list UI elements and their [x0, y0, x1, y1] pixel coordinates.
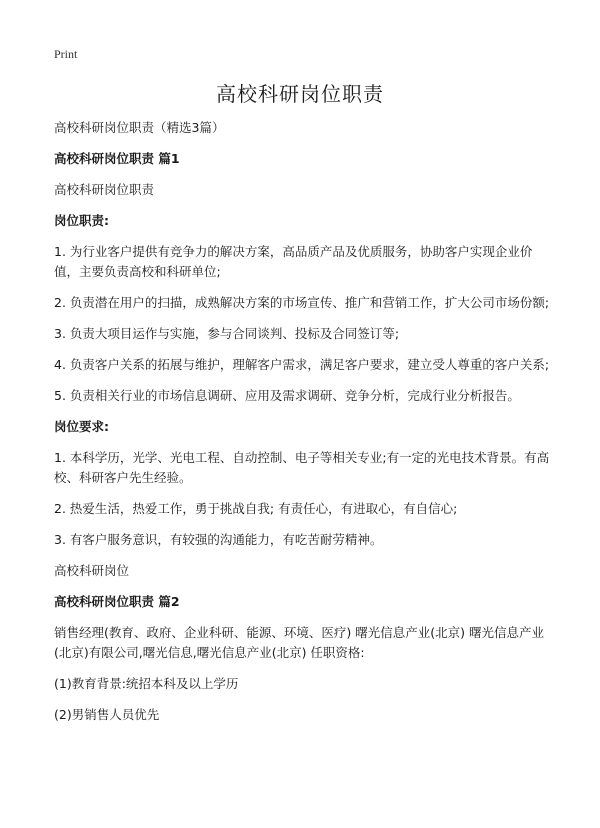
print-link[interactable]: Print — [54, 47, 78, 61]
document-body — [54, 118, 550, 736]
requirement-item: 2. 热爱生活，热爱工作，勇于挑战自我; 有责任心，有进取心，有自信心; — [54, 501, 458, 516]
page-title: 高校科研岗位职责 — [216, 82, 384, 106]
section1-heading: 高校科研岗位职责 篇1 — [54, 151, 180, 166]
duties-heading: 岗位职责: — [54, 213, 109, 228]
section2-heading: 高校科研岗位职责 篇2 — [54, 594, 180, 609]
duty-item: 2. 负责潜在用户的扫描，成熟解决方案的市场宣传、推广和营销工作，扩大公司市场份额; — [54, 295, 550, 310]
section2-intro: 销售经理(教育、政府、企业科研、能源、环境、医疗) 曙光信息产业(北京) 曙光信息产业(北京)有限公司,曙光信息,曙光信息产业(北京) 任职资格: — [54, 625, 544, 660]
document-subtitle: 高校科研岗位职责（精选3篇） — [54, 120, 225, 135]
requirement-item: 1. 本科学历，光学、光电工程、自动控制、电子等相关专业;有一定的光电技术背景。有高校、科研客户先生经验。 — [54, 450, 550, 485]
duty-item: 4. 负责客户关系的拓展与维护，理解客户需求，满足客户要求，建立受人尊重的客户关系; — [54, 357, 550, 372]
section2-item: (2)男销售人员优先 — [54, 707, 160, 722]
requirement-item: 3. 有客户服务意识，有较强的沟通能力，有吃苦耐劳精神。 — [54, 532, 383, 547]
section1-intro: 高校科研岗位职责 — [54, 182, 155, 197]
section1-footer: 高校科研岗位 — [54, 563, 130, 578]
duty-item: 3. 负责大项目运作与实施，参与合同谈判、投标及合同签订等; — [54, 326, 400, 341]
section2-item: (1)教育背景:统招本科及以上学历 — [54, 676, 239, 691]
requirements-heading: 岗位要求: — [54, 419, 109, 434]
duty-item: 1. 为行业客户提供有竞争力的解决方案，高品质产品及优质服务，协助客户实现企业价值，主要负责高校和科研单位; — [54, 244, 533, 279]
duty-item: 5. 负责相关行业的市场信息调研、应用及需求调研、竞争分析，完成行业分析报告。 — [54, 388, 520, 403]
